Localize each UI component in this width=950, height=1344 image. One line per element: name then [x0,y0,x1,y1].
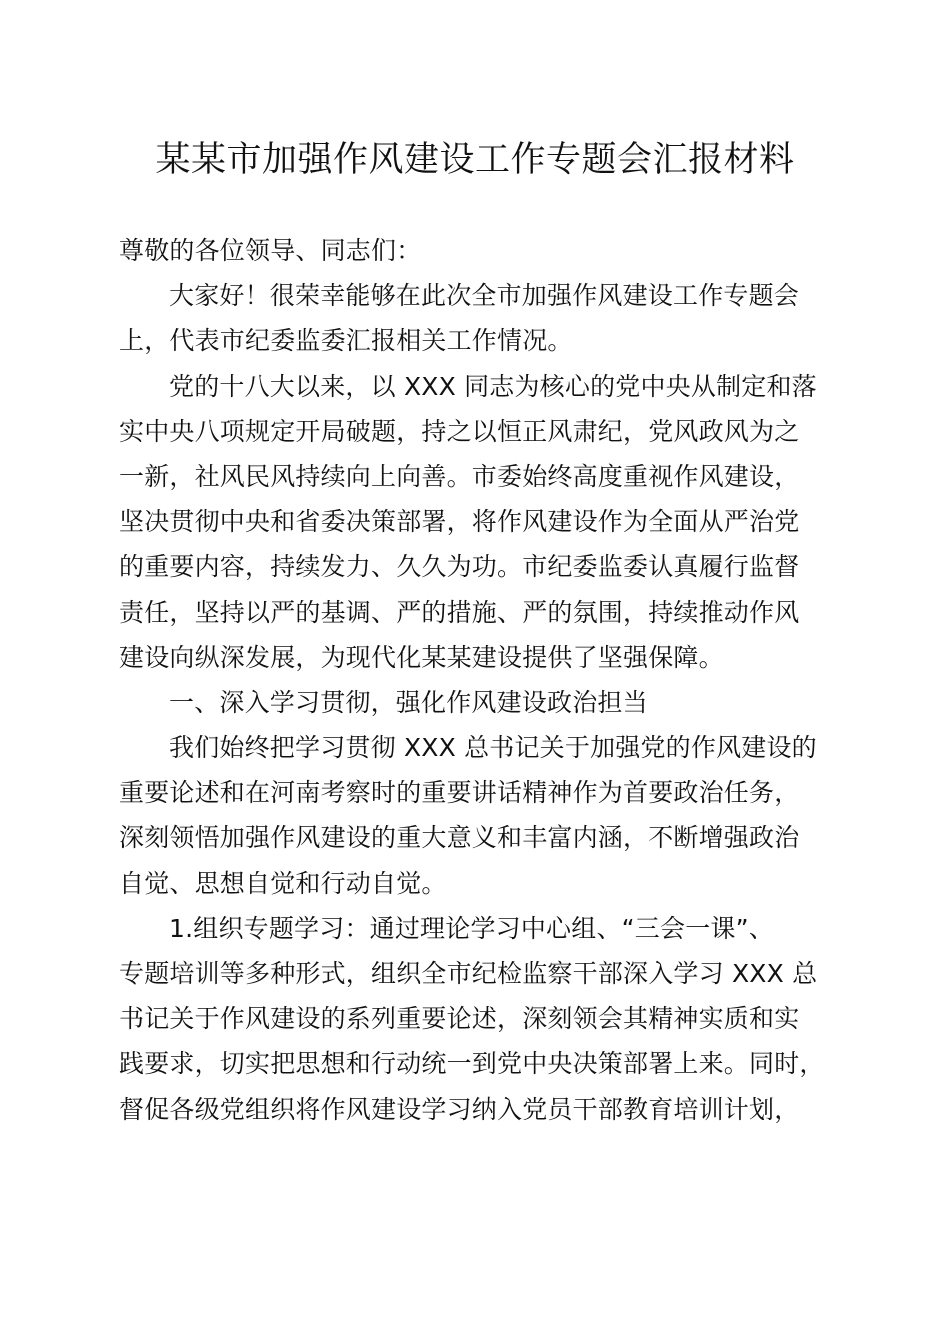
body-line: 重要论述和在河南考察时的重要讲话精神作为首要政治任务， [119,778,800,808]
body-line: 1.组织专题学习：通过理论学习中心组、“三会一课”、 [169,913,774,943]
body-line: 督促各级党组织将作风建设学习纳入党员干部教育培训计划， [119,1094,800,1124]
section-heading: 一、深入学习贯彻，强化作风建设政治担当 [169,687,648,717]
body-line: 书记关于作风建设的系列重要论述，深刻领会其精神实质和实 [119,1004,800,1034]
body-line: 建设向纵深发展，为现代化某某建设提供了坚强保障。 [119,642,724,672]
body-line: 深刻领悟加强作风建设的重大意义和丰富内涵，不断增强政治 [119,823,800,853]
body-line: 党的十八大以来，以 XXX 同志为核心的党中央从制定和落 [169,371,817,401]
body-line: 自觉、思想自觉和行动自觉。 [119,868,447,898]
body-line: 我们始终把学习贯彻 XXX 总书记关于加强党的作风建设的 [169,733,817,763]
body-line: 尊敬的各位领导、同志们： [119,236,422,265]
body-line: 一新，社风民风持续向上向善。市委始终高度重视作风建设， [119,461,800,491]
document-body [119,228,841,1132]
body-line: 责任，坚持以严的基调、严的措施、严的氛围，持续推动作风 [119,597,800,627]
body-line: 坚决贯彻中央和省委决策部署，将作风建设作为全面从严治党 [119,507,800,537]
body-line: 上，代表市纪委监委汇报相关工作情况。 [119,326,573,356]
body-line: 践要求，切实把思想和行动统一到党中央决策部署上来。同时， [119,1049,825,1079]
body-line: 实中央八项规定开局破题，持之以恒正风肃纪，党风政风为之 [119,416,800,446]
body-line: 大家好！很荣幸能够在此次全市加强作风建设工作专题会 [169,281,800,311]
document-title: 某某市加强作风建设工作专题会汇报材料 [155,140,795,180]
body-line: 的重要内容，持续发力、久久为功。市纪委监委认真履行监督 [119,552,800,582]
body-line: 专题培训等多种形式，组织全市纪检监察干部深入学习 XXX 总 [119,959,818,988]
